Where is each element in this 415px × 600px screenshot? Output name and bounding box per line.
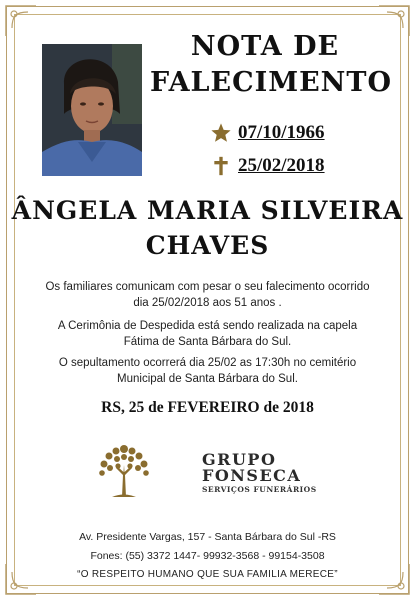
text-line: O sepultamento ocorrerá dia 25/02 as 17:30h no cemitério	[58, 357, 357, 369]
death-date-row	[208, 153, 325, 179]
tree-icon	[92, 437, 156, 501]
notice-title-line2: FALECIMENTO	[150, 67, 392, 98]
brand-name-line2: FONSECA	[202, 466, 302, 485]
star-icon	[208, 121, 234, 145]
announcement-paragraph	[30, 279, 385, 311]
portrait-photo	[42, 44, 142, 176]
place-date-line: RS, 25 de FEVEREIRO de 2018	[101, 399, 314, 416]
brand-name-line1: GRUPO	[202, 450, 277, 469]
text-line: A Cerimônia de Despedida está sendo realizada na capela	[57, 320, 358, 332]
corner-ornament-icon	[377, 4, 411, 38]
phones-text: Fones: (55) 3372 1447- 99932-3568 - 99154-3508	[90, 550, 325, 562]
cross-icon	[208, 154, 234, 178]
brand-tagline: SERVIÇOS FUNERÁRIOS	[202, 485, 317, 494]
text-line: Municipal de Santa Bárbara do Sul.	[117, 373, 298, 385]
death-date: 25/02/2018	[238, 155, 325, 176]
deceased-name-line2: CHAVES	[145, 231, 270, 260]
deceased-name-line1: ÂNGELA MARIA SILVEIRA	[11, 196, 404, 225]
address-text: Av. Presidente Vargas, 157 - Santa Bárbara do Sul -RS	[79, 531, 336, 543]
text-line: Os familiares comunicam com pesar o seu falecimento ocorrido	[45, 281, 370, 293]
burial-paragraph	[30, 355, 385, 387]
birth-date-row	[208, 120, 325, 146]
birth-date: 07/10/1966	[238, 122, 325, 143]
text-line: dia 25/02/2018 aos 51 anos .	[133, 297, 282, 309]
notice-title-line1: NOTA DE	[190, 31, 340, 62]
ceremony-paragraph	[30, 318, 385, 350]
corner-ornament-icon	[4, 4, 38, 38]
text-line: Fátima de Santa Bárbara do Sul.	[123, 336, 292, 348]
motto-text: “O RESPEITO HUMANO QUE SUA FAMILIA MERECE”	[77, 569, 338, 580]
